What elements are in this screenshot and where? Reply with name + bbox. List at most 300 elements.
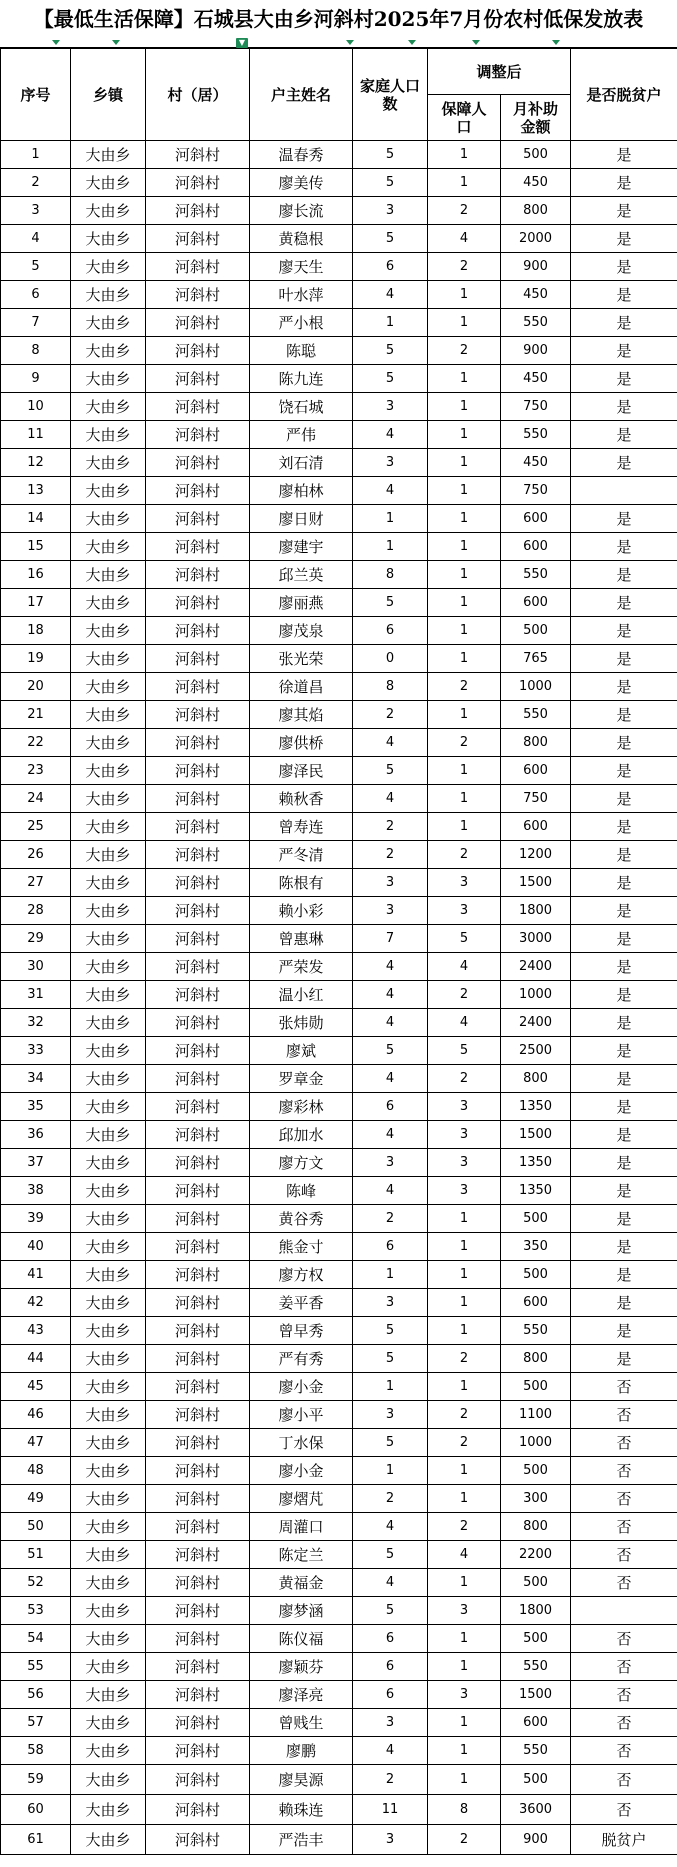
guarantee-pop-cell[interactable]: 2: [428, 1401, 501, 1429]
seq-cell[interactable]: 53: [1, 1597, 71, 1625]
poverty-exit-cell[interactable]: 是: [571, 281, 677, 309]
seq-cell[interactable]: 35: [1, 1093, 71, 1121]
township-cell[interactable]: 大由乡: [71, 1009, 146, 1037]
village-cell[interactable]: 河斜村: [146, 253, 250, 281]
family-pop-cell[interactable]: 3: [353, 1149, 428, 1177]
village-cell[interactable]: 河斜村: [146, 1709, 250, 1737]
township-cell[interactable]: 大由乡: [71, 253, 146, 281]
poverty-exit-cell[interactable]: 否: [571, 1457, 677, 1485]
village-cell[interactable]: 河斜村: [146, 897, 250, 925]
township-cell[interactable]: 大由乡: [71, 1177, 146, 1205]
guarantee-pop-cell[interactable]: 1: [428, 701, 501, 729]
family-pop-cell[interactable]: 3: [353, 449, 428, 477]
family-pop-cell[interactable]: 1: [353, 505, 428, 533]
family-pop-cell[interactable]: 4: [353, 281, 428, 309]
poverty-exit-cell[interactable]: 是: [571, 1121, 677, 1149]
poverty-exit-cell[interactable]: 是: [571, 393, 677, 421]
seq-cell[interactable]: 41: [1, 1261, 71, 1289]
township-cell[interactable]: 大由乡: [71, 1261, 146, 1289]
head-name-cell[interactable]: 廖其焰: [250, 701, 353, 729]
subsidy-amount-cell[interactable]: 550: [501, 421, 571, 449]
guarantee-pop-cell[interactable]: 1: [428, 1373, 501, 1401]
seq-cell[interactable]: 24: [1, 785, 71, 813]
village-cell[interactable]: 河斜村: [146, 1289, 250, 1317]
seq-cell[interactable]: 19: [1, 645, 71, 673]
family-pop-cell[interactable]: 2: [353, 701, 428, 729]
village-cell[interactable]: 河斜村: [146, 1205, 250, 1233]
guarantee-pop-cell[interactable]: 1: [428, 505, 501, 533]
seq-cell[interactable]: 44: [1, 1345, 71, 1373]
guarantee-pop-cell[interactable]: 1: [428, 1289, 501, 1317]
village-cell[interactable]: 河斜村: [146, 449, 250, 477]
family-pop-cell[interactable]: 1: [353, 309, 428, 337]
poverty-exit-cell[interactable]: 是: [571, 953, 677, 981]
poverty-exit-cell[interactable]: 是: [571, 1317, 677, 1345]
family-pop-cell[interactable]: 4: [353, 981, 428, 1009]
guarantee-pop-cell[interactable]: 2: [428, 729, 501, 757]
head-name-cell[interactable]: 廖小平: [250, 1401, 353, 1429]
poverty-exit-cell[interactable]: 是: [571, 729, 677, 757]
village-cell[interactable]: 河斜村: [146, 1485, 250, 1513]
township-cell[interactable]: 大由乡: [71, 477, 146, 505]
subsidy-amount-cell[interactable]: 500: [501, 1205, 571, 1233]
head-name-cell[interactable]: 陈仪福: [250, 1625, 353, 1653]
head-name-cell[interactable]: 廖建宇: [250, 533, 353, 561]
family-pop-cell[interactable]: 5: [353, 337, 428, 365]
filter-dropdown-icon[interactable]: [112, 40, 120, 45]
poverty-exit-cell[interactable]: 是: [571, 1009, 677, 1037]
poverty-exit-cell[interactable]: 是: [571, 673, 677, 701]
head-name-cell[interactable]: 廖彩林: [250, 1093, 353, 1121]
guarantee-pop-cell[interactable]: 1: [428, 1317, 501, 1345]
head-name-cell[interactable]: 廖梦涵: [250, 1597, 353, 1625]
family-pop-cell[interactable]: 5: [353, 1541, 428, 1569]
family-pop-cell[interactable]: 6: [353, 1681, 428, 1709]
subsidy-amount-cell[interactable]: 1350: [501, 1149, 571, 1177]
family-pop-cell[interactable]: 5: [353, 1317, 428, 1345]
poverty-exit-cell[interactable]: 是: [571, 925, 677, 953]
seq-cell[interactable]: 40: [1, 1233, 71, 1261]
filter-dropdown-icon[interactable]: [52, 40, 60, 45]
seq-cell[interactable]: 45: [1, 1373, 71, 1401]
seq-cell[interactable]: 11: [1, 421, 71, 449]
village-cell[interactable]: 河斜村: [146, 981, 250, 1009]
family-pop-cell[interactable]: 6: [353, 253, 428, 281]
subsidy-amount-cell[interactable]: 800: [501, 729, 571, 757]
guarantee-pop-cell[interactable]: 1: [428, 281, 501, 309]
poverty-exit-cell[interactable]: 脱贫户: [571, 1825, 677, 1855]
seq-cell[interactable]: 52: [1, 1569, 71, 1597]
village-cell[interactable]: 河斜村: [146, 1597, 250, 1625]
family-pop-cell[interactable]: 3: [353, 1401, 428, 1429]
poverty-exit-cell[interactable]: 是: [571, 589, 677, 617]
subsidy-amount-cell[interactable]: 600: [501, 1709, 571, 1737]
subsidy-amount-cell[interactable]: 600: [501, 589, 571, 617]
seq-cell[interactable]: 56: [1, 1681, 71, 1709]
family-pop-cell[interactable]: 5: [353, 225, 428, 253]
head-name-cell[interactable]: 曾贱生: [250, 1709, 353, 1737]
family-pop-cell[interactable]: 3: [353, 1289, 428, 1317]
family-pop-cell[interactable]: 3: [353, 197, 428, 225]
family-pop-cell[interactable]: 4: [353, 1569, 428, 1597]
seq-cell[interactable]: 26: [1, 841, 71, 869]
subsidy-amount-cell[interactable]: 500: [501, 617, 571, 645]
village-cell[interactable]: 河斜村: [146, 841, 250, 869]
poverty-exit-cell[interactable]: 否: [571, 1513, 677, 1541]
guarantee-pop-cell[interactable]: 1: [428, 393, 501, 421]
head-name-cell[interactable]: 廖日财: [250, 505, 353, 533]
seq-cell[interactable]: 37: [1, 1149, 71, 1177]
township-cell[interactable]: 大由乡: [71, 225, 146, 253]
subsidy-amount-cell[interactable]: 1800: [501, 897, 571, 925]
subsidy-amount-cell[interactable]: 500: [501, 1569, 571, 1597]
guarantee-pop-cell[interactable]: 1: [428, 1709, 501, 1737]
head-name-cell[interactable]: 廖柏林: [250, 477, 353, 505]
village-cell[interactable]: 河斜村: [146, 197, 250, 225]
subsidy-amount-cell[interactable]: 600: [501, 533, 571, 561]
filter-dropdown-icon[interactable]: [552, 40, 560, 45]
family-pop-cell[interactable]: 8: [353, 673, 428, 701]
guarantee-pop-cell[interactable]: 3: [428, 1149, 501, 1177]
guarantee-pop-cell[interactable]: 2: [428, 1429, 501, 1457]
guarantee-pop-cell[interactable]: 1: [428, 141, 501, 169]
seq-cell[interactable]: 16: [1, 561, 71, 589]
head-name-cell[interactable]: 廖茂泉: [250, 617, 353, 645]
family-pop-cell[interactable]: 6: [353, 617, 428, 645]
township-cell[interactable]: 大由乡: [71, 169, 146, 197]
seq-cell[interactable]: 31: [1, 981, 71, 1009]
village-cell[interactable]: 河斜村: [146, 1009, 250, 1037]
subsidy-amount-cell[interactable]: 450: [501, 365, 571, 393]
poverty-exit-cell[interactable]: 是: [571, 981, 677, 1009]
subsidy-amount-cell[interactable]: 2200: [501, 1541, 571, 1569]
subsidy-amount-cell[interactable]: 450: [501, 449, 571, 477]
seq-cell[interactable]: 27: [1, 869, 71, 897]
township-cell[interactable]: 大由乡: [71, 1289, 146, 1317]
guarantee-pop-cell[interactable]: 1: [428, 449, 501, 477]
guarantee-pop-cell[interactable]: 1: [428, 1205, 501, 1233]
guarantee-pop-cell[interactable]: 2: [428, 253, 501, 281]
head-name-cell[interactable]: 黄谷秀: [250, 1205, 353, 1233]
head-name-cell[interactable]: 廖小金: [250, 1457, 353, 1485]
seq-cell[interactable]: 49: [1, 1485, 71, 1513]
seq-cell[interactable]: 8: [1, 337, 71, 365]
seq-cell[interactable]: 51: [1, 1541, 71, 1569]
family-pop-cell[interactable]: 2: [353, 1205, 428, 1233]
village-cell[interactable]: 河斜村: [146, 617, 250, 645]
subsidy-amount-cell[interactable]: 600: [501, 813, 571, 841]
township-cell[interactable]: 大由乡: [71, 1093, 146, 1121]
village-cell[interactable]: 河斜村: [146, 1093, 250, 1121]
seq-cell[interactable]: 28: [1, 897, 71, 925]
family-pop-cell[interactable]: 11: [353, 1795, 428, 1825]
poverty-exit-cell[interactable]: 是: [571, 561, 677, 589]
head-name-cell[interactable]: 熊金寸: [250, 1233, 353, 1261]
subsidy-amount-cell[interactable]: 1200: [501, 841, 571, 869]
township-cell[interactable]: 大由乡: [71, 1569, 146, 1597]
guarantee-pop-cell[interactable]: 1: [428, 589, 501, 617]
family-pop-cell[interactable]: 2: [353, 813, 428, 841]
seq-cell[interactable]: 23: [1, 757, 71, 785]
seq-cell[interactable]: 47: [1, 1429, 71, 1457]
poverty-exit-cell[interactable]: 是: [571, 1093, 677, 1121]
seq-cell[interactable]: 55: [1, 1653, 71, 1681]
subsidy-amount-cell[interactable]: 500: [501, 141, 571, 169]
subsidy-amount-cell[interactable]: 550: [501, 701, 571, 729]
head-name-cell[interactable]: 饶石城: [250, 393, 353, 421]
village-cell[interactable]: 河斜村: [146, 1233, 250, 1261]
subsidy-amount-cell[interactable]: 900: [501, 337, 571, 365]
head-name-cell[interactable]: 黄福金: [250, 1569, 353, 1597]
guarantee-pop-cell[interactable]: 1: [428, 309, 501, 337]
head-name-cell[interactable]: 陈根有: [250, 869, 353, 897]
township-cell[interactable]: 大由乡: [71, 197, 146, 225]
township-cell[interactable]: 大由乡: [71, 505, 146, 533]
head-name-cell[interactable]: 罗章金: [250, 1065, 353, 1093]
head-name-cell[interactable]: 严伟: [250, 421, 353, 449]
guarantee-pop-cell[interactable]: 8: [428, 1795, 501, 1825]
village-cell[interactable]: 河斜村: [146, 1261, 250, 1289]
family-pop-cell[interactable]: 3: [353, 393, 428, 421]
village-cell[interactable]: 河斜村: [146, 169, 250, 197]
poverty-exit-cell[interactable]: 是: [571, 757, 677, 785]
family-pop-cell[interactable]: 4: [353, 729, 428, 757]
subsidy-amount-cell[interactable]: 1500: [501, 869, 571, 897]
township-cell[interactable]: 大由乡: [71, 1429, 146, 1457]
guarantee-pop-cell[interactable]: 3: [428, 1597, 501, 1625]
seq-cell[interactable]: 18: [1, 617, 71, 645]
guarantee-pop-cell[interactable]: 1: [428, 1765, 501, 1795]
village-cell[interactable]: 河斜村: [146, 1825, 250, 1855]
poverty-exit-cell[interactable]: 是: [571, 617, 677, 645]
head-name-cell[interactable]: 廖熠芃: [250, 1485, 353, 1513]
poverty-exit-cell[interactable]: 是: [571, 1345, 677, 1373]
guarantee-pop-cell[interactable]: 1: [428, 477, 501, 505]
poverty-exit-cell[interactable]: 否: [571, 1653, 677, 1681]
seq-cell[interactable]: 32: [1, 1009, 71, 1037]
poverty-exit-cell[interactable]: 否: [571, 1429, 677, 1457]
head-name-cell[interactable]: 廖颖芬: [250, 1653, 353, 1681]
filter-dropdown-icon[interactable]: [408, 40, 416, 45]
head-name-cell[interactable]: 张炜勋: [250, 1009, 353, 1037]
subsidy-amount-cell[interactable]: 1000: [501, 981, 571, 1009]
guarantee-pop-cell[interactable]: 2: [428, 1513, 501, 1541]
township-cell[interactable]: 大由乡: [71, 1065, 146, 1093]
village-cell[interactable]: 河斜村: [146, 1541, 250, 1569]
guarantee-pop-cell[interactable]: 1: [428, 1261, 501, 1289]
poverty-exit-cell[interactable]: 是: [571, 1037, 677, 1065]
guarantee-pop-cell[interactable]: 4: [428, 225, 501, 253]
guarantee-pop-cell[interactable]: 1: [428, 561, 501, 589]
family-pop-cell[interactable]: 5: [353, 365, 428, 393]
village-cell[interactable]: 河斜村: [146, 673, 250, 701]
township-cell[interactable]: 大由乡: [71, 1795, 146, 1825]
poverty-exit-cell[interactable]: [571, 1597, 677, 1625]
village-cell[interactable]: 河斜村: [146, 645, 250, 673]
head-name-cell[interactable]: 廖供桥: [250, 729, 353, 757]
seq-cell[interactable]: 4: [1, 225, 71, 253]
village-cell[interactable]: 河斜村: [146, 1345, 250, 1373]
seq-cell[interactable]: 50: [1, 1513, 71, 1541]
village-cell[interactable]: 河斜村: [146, 869, 250, 897]
guarantee-pop-cell[interactable]: 1: [428, 169, 501, 197]
head-name-cell[interactable]: 陈聪: [250, 337, 353, 365]
seq-cell[interactable]: 57: [1, 1709, 71, 1737]
township-cell[interactable]: 大由乡: [71, 785, 146, 813]
seq-cell[interactable]: 6: [1, 281, 71, 309]
poverty-exit-cell[interactable]: 是: [571, 785, 677, 813]
head-name-cell[interactable]: 丁水保: [250, 1429, 353, 1457]
subsidy-amount-cell[interactable]: 600: [501, 1289, 571, 1317]
family-pop-cell[interactable]: 4: [353, 953, 428, 981]
family-pop-cell[interactable]: 0: [353, 645, 428, 673]
head-name-cell[interactable]: 严荣发: [250, 953, 353, 981]
poverty-exit-cell[interactable]: 是: [571, 1149, 677, 1177]
village-cell[interactable]: 河斜村: [146, 1681, 250, 1709]
village-cell[interactable]: 河斜村: [146, 1765, 250, 1795]
family-pop-cell[interactable]: 6: [353, 1233, 428, 1261]
head-name-cell[interactable]: 严有秀: [250, 1345, 353, 1373]
village-cell[interactable]: 河斜村: [146, 1149, 250, 1177]
poverty-exit-cell[interactable]: 是: [571, 1205, 677, 1233]
village-cell[interactable]: 河斜村: [146, 1121, 250, 1149]
subsidy-amount-cell[interactable]: 800: [501, 197, 571, 225]
guarantee-pop-cell[interactable]: 4: [428, 953, 501, 981]
seq-cell[interactable]: 3: [1, 197, 71, 225]
township-cell[interactable]: 大由乡: [71, 673, 146, 701]
village-cell[interactable]: 河斜村: [146, 1795, 250, 1825]
subsidy-amount-cell[interactable]: 500: [501, 1373, 571, 1401]
township-cell[interactable]: 大由乡: [71, 1765, 146, 1795]
seq-cell[interactable]: 21: [1, 701, 71, 729]
township-cell[interactable]: 大由乡: [71, 617, 146, 645]
subsidy-amount-cell[interactable]: 450: [501, 281, 571, 309]
village-cell[interactable]: 河斜村: [146, 1457, 250, 1485]
subsidy-amount-cell[interactable]: 500: [501, 1625, 571, 1653]
poverty-exit-cell[interactable]: 否: [571, 1485, 677, 1513]
seq-cell[interactable]: 14: [1, 505, 71, 533]
township-cell[interactable]: 大由乡: [71, 589, 146, 617]
family-pop-cell[interactable]: 4: [353, 1065, 428, 1093]
township-cell[interactable]: 大由乡: [71, 1317, 146, 1345]
family-pop-cell[interactable]: 3: [353, 1825, 428, 1855]
subsidy-amount-cell[interactable]: 1100: [501, 1401, 571, 1429]
poverty-exit-cell[interactable]: 是: [571, 813, 677, 841]
poverty-exit-cell[interactable]: 是: [571, 1261, 677, 1289]
subsidy-amount-cell[interactable]: 1500: [501, 1121, 571, 1149]
guarantee-pop-cell[interactable]: 1: [428, 1653, 501, 1681]
guarantee-pop-cell[interactable]: 1: [428, 813, 501, 841]
head-name-cell[interactable]: 廖方文: [250, 1149, 353, 1177]
seq-cell[interactable]: 38: [1, 1177, 71, 1205]
guarantee-pop-cell[interactable]: 5: [428, 925, 501, 953]
subsidy-amount-cell[interactable]: 550: [501, 1317, 571, 1345]
township-cell[interactable]: 大由乡: [71, 813, 146, 841]
head-name-cell[interactable]: 廖长流: [250, 197, 353, 225]
village-cell[interactable]: 河斜村: [146, 1429, 250, 1457]
head-name-cell[interactable]: 温小红: [250, 981, 353, 1009]
guarantee-pop-cell[interactable]: 1: [428, 365, 501, 393]
village-cell[interactable]: 河斜村: [146, 785, 250, 813]
village-cell[interactable]: 河斜村: [146, 589, 250, 617]
township-cell[interactable]: 大由乡: [71, 701, 146, 729]
poverty-exit-cell[interactable]: 否: [571, 1765, 677, 1795]
village-cell[interactable]: 河斜村: [146, 477, 250, 505]
village-cell[interactable]: 河斜村: [146, 365, 250, 393]
poverty-exit-cell[interactable]: 是: [571, 701, 677, 729]
village-cell[interactable]: 河斜村: [146, 1317, 250, 1345]
family-pop-cell[interactable]: 5: [353, 1597, 428, 1625]
family-pop-cell[interactable]: 5: [353, 169, 428, 197]
seq-cell[interactable]: 61: [1, 1825, 71, 1855]
subsidy-amount-cell[interactable]: 1800: [501, 1597, 571, 1625]
village-cell[interactable]: 河斜村: [146, 1037, 250, 1065]
seq-cell[interactable]: 58: [1, 1737, 71, 1765]
village-cell[interactable]: 河斜村: [146, 505, 250, 533]
head-name-cell[interactable]: 邱加水: [250, 1121, 353, 1149]
guarantee-pop-cell[interactable]: 1: [428, 1569, 501, 1597]
subsidy-amount-cell[interactable]: 1350: [501, 1093, 571, 1121]
head-name-cell[interactable]: 赖秋香: [250, 785, 353, 813]
subsidy-amount-cell[interactable]: 1350: [501, 1177, 571, 1205]
subsidy-amount-cell[interactable]: 300: [501, 1485, 571, 1513]
guarantee-pop-cell[interactable]: 1: [428, 785, 501, 813]
guarantee-pop-cell[interactable]: 1: [428, 1457, 501, 1485]
subsidy-amount-cell[interactable]: 550: [501, 309, 571, 337]
head-name-cell[interactable]: 廖丽燕: [250, 589, 353, 617]
head-name-cell[interactable]: 周灌口: [250, 1513, 353, 1541]
township-cell[interactable]: 大由乡: [71, 337, 146, 365]
poverty-exit-cell[interactable]: 是: [571, 197, 677, 225]
township-cell[interactable]: 大由乡: [71, 281, 146, 309]
village-cell[interactable]: 河斜村: [146, 421, 250, 449]
guarantee-pop-cell[interactable]: 4: [428, 1009, 501, 1037]
subsidy-amount-cell[interactable]: 550: [501, 1653, 571, 1681]
seq-cell[interactable]: 20: [1, 673, 71, 701]
poverty-exit-cell[interactable]: 否: [571, 1373, 677, 1401]
family-pop-cell[interactable]: 2: [353, 841, 428, 869]
guarantee-pop-cell[interactable]: 1: [428, 1737, 501, 1765]
township-cell[interactable]: 大由乡: [71, 1373, 146, 1401]
head-name-cell[interactable]: 邱兰英: [250, 561, 353, 589]
township-cell[interactable]: 大由乡: [71, 1541, 146, 1569]
seq-cell[interactable]: 7: [1, 309, 71, 337]
poverty-exit-cell[interactable]: 是: [571, 533, 677, 561]
poverty-exit-cell[interactable]: 是: [571, 897, 677, 925]
township-cell[interactable]: 大由乡: [71, 841, 146, 869]
seq-cell[interactable]: 9: [1, 365, 71, 393]
guarantee-pop-cell[interactable]: 2: [428, 841, 501, 869]
township-cell[interactable]: 大由乡: [71, 757, 146, 785]
subsidy-amount-cell[interactable]: 350: [501, 1233, 571, 1261]
family-pop-cell[interactable]: 5: [353, 1037, 428, 1065]
head-name-cell[interactable]: 温春秀: [250, 141, 353, 169]
village-cell[interactable]: 河斜村: [146, 309, 250, 337]
village-cell[interactable]: 河斜村: [146, 953, 250, 981]
seq-cell[interactable]: 36: [1, 1121, 71, 1149]
village-cell[interactable]: 河斜村: [146, 225, 250, 253]
township-cell[interactable]: 大由乡: [71, 1653, 146, 1681]
family-pop-cell[interactable]: 6: [353, 1093, 428, 1121]
head-name-cell[interactable]: 黄稳根: [250, 225, 353, 253]
subsidy-amount-cell[interactable]: 900: [501, 253, 571, 281]
village-cell[interactable]: 河斜村: [146, 561, 250, 589]
subsidy-amount-cell[interactable]: 550: [501, 1737, 571, 1765]
family-pop-cell[interactable]: 5: [353, 141, 428, 169]
poverty-exit-cell[interactable]: 否: [571, 1737, 677, 1765]
head-name-cell[interactable]: 徐道昌: [250, 673, 353, 701]
poverty-exit-cell[interactable]: 是: [571, 645, 677, 673]
